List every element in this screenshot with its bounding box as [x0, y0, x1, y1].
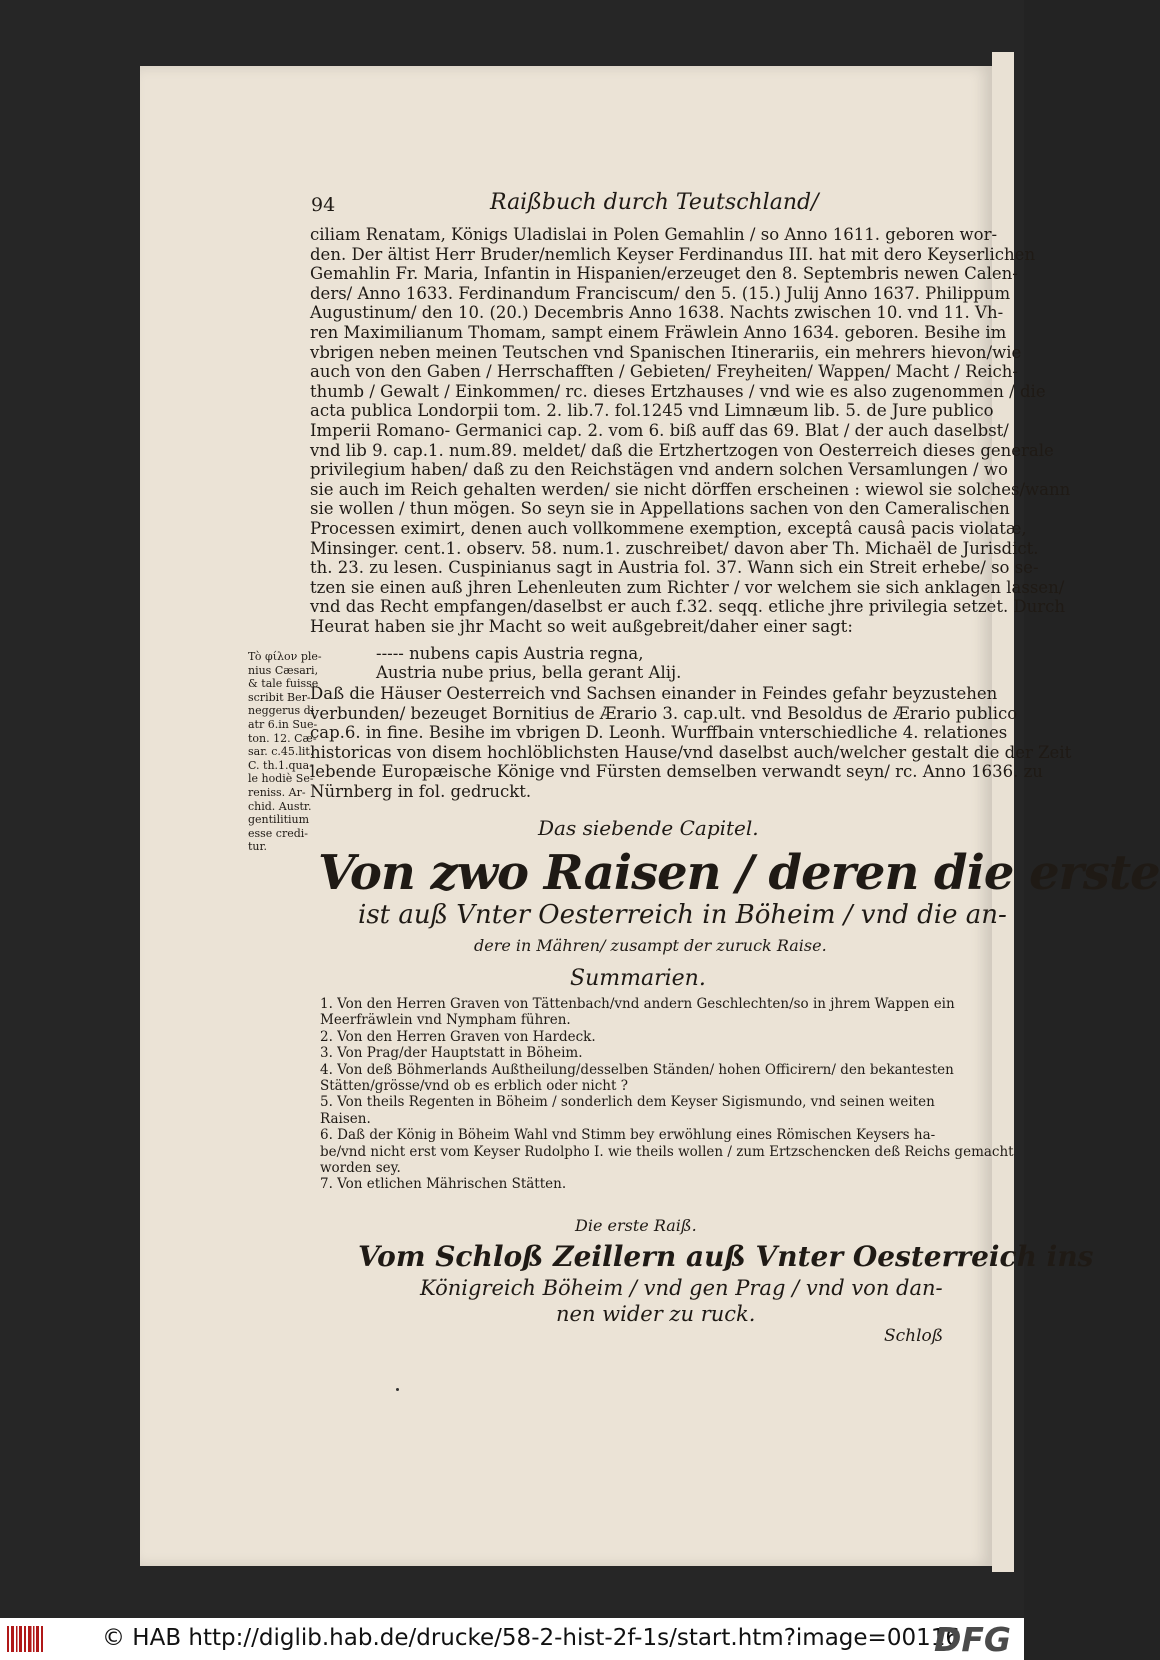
library-barcode-icon	[6, 1624, 44, 1654]
margin-line: ton. 12. Cæ-	[248, 731, 317, 745]
summary-line: 2. Von den Herren Graven von Hardeck.	[320, 1028, 596, 1045]
text-line: vnd das Recht empfangen/daselbst er auch f.32. seqq. etliche jhre privilegia setzet. Durch	[310, 597, 1066, 617]
text-line: den. Der ältist Herr Bruder/nemlich Keyser Ferdinandus III. hat mit dero Keyserlichen	[310, 244, 1036, 264]
text-line: tzen sie einen auß jhren Lehenleuten zum Richter / vor welchem sie sich anklagen lassen/	[310, 577, 1065, 597]
chapter-subtitle: dere in Mähren/ zusampt der zuruck Raise.	[474, 936, 827, 955]
margin-line: Tò φίλον ple-	[248, 650, 322, 663]
page-number: 94	[311, 194, 336, 216]
text-line: auch von den Gaben / Herrschafften / Gebieten/ Freyheiten/ Wappen/ Macht / Reich-	[310, 362, 1018, 382]
margin-line: scribit Ber-	[248, 690, 311, 704]
text-line: acta publica Londorpii tom. 2. lib.7. fol.1245 vnd Limnæum lib. 5. de Jure publico	[310, 401, 994, 421]
section-label: Die erste Raiß.	[575, 1216, 697, 1235]
margin-line: sar. c.45.lit.	[248, 745, 314, 759]
verse-line: ----- nubens capis Austria regna,	[376, 644, 644, 663]
chapter-label: Das siebende Capitel.	[538, 816, 759, 840]
text-line: privilegium haben/ daß zu den Reichstägen vnd andern solchen Versamlungen / wo	[310, 460, 1008, 480]
text-line: ren Maximilianum Thomam, sampt einem Fräwlein Anno 1634. geboren. Besihe im	[310, 322, 1007, 342]
summary-line: 7. Von etlichen Mährischen Stätten.	[320, 1176, 567, 1193]
margin-line: gentilitium	[248, 813, 310, 827]
text-line: thumb / Gewalt / Einkommen/ rc. dieses Ertzhauses / vnd wie es also zugenommen / die	[310, 381, 1046, 401]
text-line: historicas von disem hochlöblichsten Hause/vnd daselbst auch/welcher gestalt die der Zeit	[310, 742, 1072, 762]
margin-line: tur.	[248, 840, 268, 854]
source-url-link[interactable]: © HAB http://diglib.hab.de/drucke/58-2-hist-2f-1s/start.htm?image=00116	[102, 1625, 960, 1651]
ink-speck	[396, 1388, 399, 1391]
text-line: Augustinum/ den 10. (20.) Decembris Anno 1638. Nachts zwischen 10. vnd 11. Vh-	[310, 303, 1004, 323]
text-line: sie auch im Reich gehalten werden/ sie nicht dörffen erscheinen : wiewol sie solches/wann	[310, 479, 1071, 499]
text-line: lebende Europæische Könige vnd Fürsten demselben verwandt seyn/ rc. Anno 1636. zu	[310, 762, 1043, 782]
text-line: th. 23. zu lesen. Cuspinianus sagt in Austria fol. 37. Wann sich ein Streit erhebe/ so se-	[310, 558, 1039, 578]
text-line: vnd lib 9. cap.1. num.89. meldet/ daß die Ertzhertzogen von Oesterreich dieses generale	[310, 440, 1054, 460]
running-title: Raißbuch durch Teutschland/	[490, 190, 819, 215]
margin-line: & tale fuisse	[248, 677, 319, 691]
summary-line: 4. Von deß Böhmerlands Außtheilung/desselben Ständen/ hohen Officirern/ den bekantesten	[320, 1061, 954, 1078]
text-line: verbunden/ bezeuget Bornitius de Ærario 3. cap.ult. vnd Besoldus de Ærario publico	[310, 703, 1018, 723]
summary-heading: Summarien.	[570, 966, 706, 991]
text-line: Nürnberg in fol. gedruckt.	[310, 781, 532, 801]
summary-line: Stätten/grösse/vnd ob es erblich oder nicht ?	[320, 1078, 628, 1095]
summary-line: 1. Von den Herren Graven von Tättenbach/vnd andern Geschlechten/so in jhrem Wappen ein	[320, 996, 955, 1012]
chapter-title: Von zwo Raisen / deren die erste	[318, 845, 1160, 901]
margin-line: neggerus di	[248, 704, 315, 718]
summary-line: 5. Von theils Regenten in Böheim / sonderlich dem Keyser Sigismundo, vnd seinen weiten	[320, 1094, 935, 1111]
margin-line: nius Cæsari,	[248, 663, 319, 677]
summary-line: 6. Daß der König in Böheim Wahl vnd Stimm bey erwöhlung eines Römischen Keysers ha-	[320, 1127, 936, 1144]
text-line: Minsinger. cent.1. observ. 58. num.1. zuschreibet/ davon aber Th. Michaël de Jurisdict.	[310, 538, 1039, 558]
text-line: Daß die Häuser Oesterreich vnd Sachsen einander in Feindes gefahr beyzustehen	[310, 684, 998, 703]
text-line: vbrigen neben meinen Teutschen vnd Spanischen Itinerariis, ein mehrers hievon/wie	[310, 342, 1022, 362]
margin-line: esse credi-	[248, 826, 309, 840]
margin-line: le hodiè Se-	[248, 772, 314, 786]
margin-line: C. th.1.qua-	[248, 758, 313, 772]
text-line: ciliam Renatam, Königs Uladislai in Polen Gemahlin / so Anno 1611. geboren wor-	[310, 225, 998, 244]
body-text	[310, 225, 1070, 636]
summary-line: Meerfräwlein vnd Nympham führen.	[320, 1012, 571, 1029]
text-line: Processen eximirt, denen auch vollkommene exemption, exceptâ causâ pacis violatæ,	[310, 518, 1027, 538]
summary-line: 3. Von Prag/der Hauptstatt in Böheim.	[320, 1045, 583, 1062]
summary-line: Raisen.	[320, 1110, 371, 1127]
chapter-subtitle: ist auß Vnter Oesterreich in Böheim / vnd die an-	[358, 900, 1007, 930]
text-line: ders/ Anno 1633. Ferdinandum Franciscum/ den 5. (15.) Julij Anno 1637. Philippum	[310, 283, 1011, 303]
catchword: Schloß	[884, 1326, 944, 1346]
verse-line: Austria nube prius, bella gerant Alij.	[376, 663, 682, 682]
margin-line: atr 6.in Sue-	[248, 717, 318, 731]
margin-line: chid. Austr.	[248, 799, 312, 813]
text-line: Heurat haben sie jhr Macht so weit außgebreit/daher einer sagt:	[310, 616, 853, 636]
paragraph	[310, 684, 1071, 802]
summary-line: worden sey.	[320, 1160, 401, 1177]
text-line: cap.6. in fine. Besihe im vbrigen D. Leonh. Wurffbain vnterschiedliche 4. relationes	[310, 723, 1008, 743]
text-line: sie wollen / thun mögen. So seyn sie in Appellations sachen von den Cameralischen	[310, 499, 1010, 519]
summary-line: be/vnd nicht erst vom Keyser Rudolpho I. wie theils wollen / zum Ertzschencken deß Reichs gemacht	[320, 1143, 1014, 1160]
text-line: Gemahlin Fr. Maria, Infantin in Hispanien/erzeuget den 8. Septembris newen Calen-	[310, 264, 1018, 284]
section-title: Königreich Böheim / vnd gen Prag / vnd von dan-	[420, 1276, 943, 1300]
dfg-logo: DFG	[934, 1620, 1012, 1659]
section-title: Vom Schloß Zeillern auß Vnter Oesterreich ins	[358, 1240, 1094, 1273]
summary-list	[320, 996, 1014, 1193]
section-title: nen wider zu ruck.	[556, 1302, 756, 1326]
margin-line: reniss. Ar-	[248, 785, 306, 799]
text-line: Imperii Romano- Germanici cap. 2. vom 6. biß auff das 69. Blat / der auch daselbst/	[310, 420, 1009, 440]
